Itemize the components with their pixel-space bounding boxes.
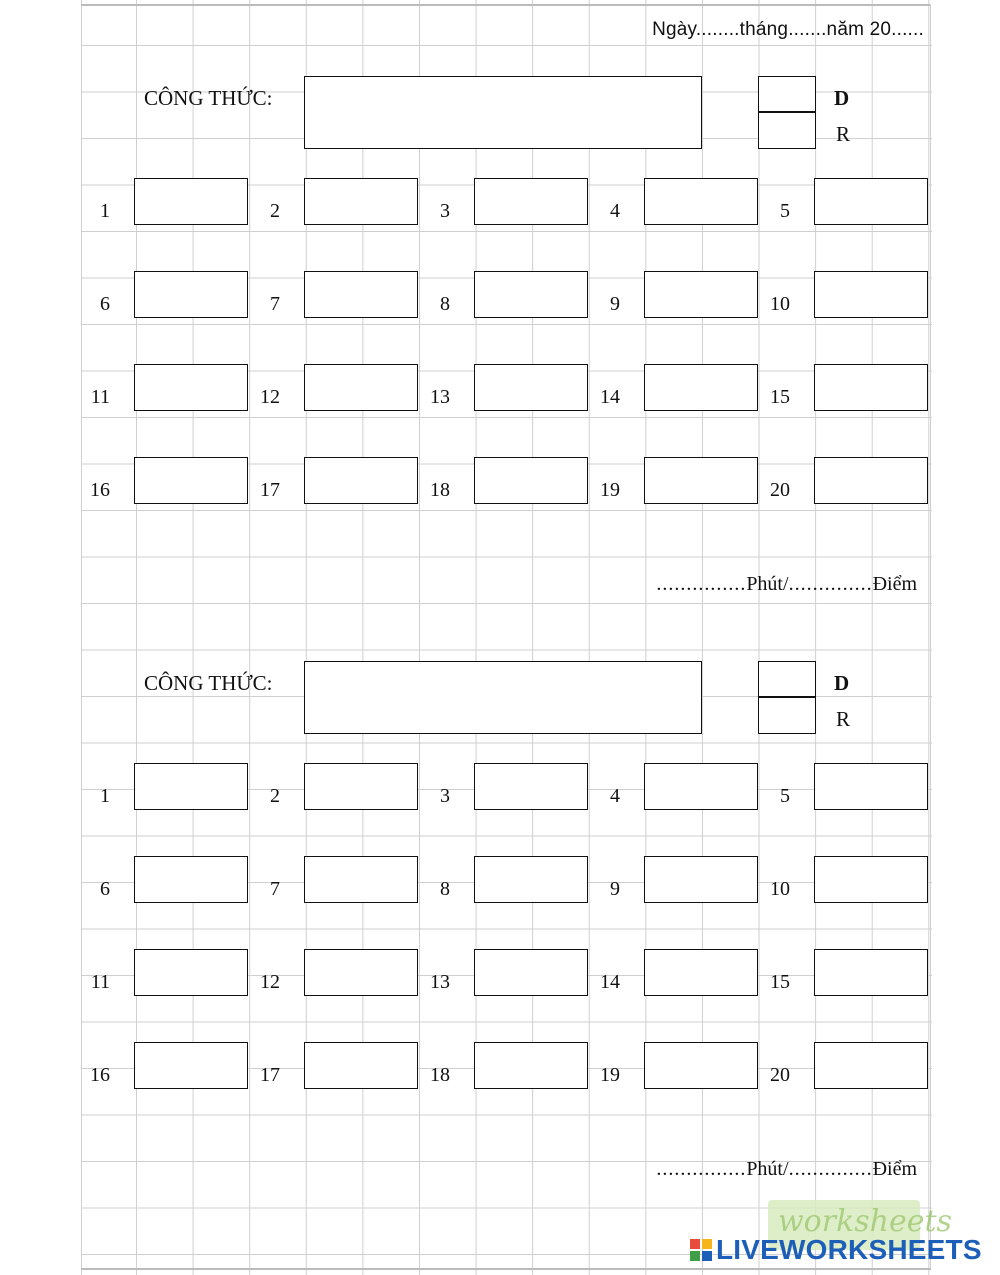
formula-input-box[interactable]	[304, 76, 702, 149]
answer-item	[588, 763, 758, 811]
sheet-bottom-border	[81, 1268, 931, 1270]
answer-item	[758, 949, 928, 997]
item-number: 7	[270, 293, 280, 315]
answer-input-box[interactable]	[474, 271, 588, 318]
answer-row	[0, 1042, 1000, 1090]
answer-row	[0, 364, 1000, 412]
answer-input-box[interactable]	[304, 949, 418, 996]
answer-item	[758, 364, 928, 412]
item-number: 6	[100, 878, 110, 900]
answer-input-box[interactable]	[134, 457, 248, 504]
answer-input-box[interactable]	[644, 271, 758, 318]
item-number: 11	[90, 971, 110, 993]
answer-input-box[interactable]	[644, 457, 758, 504]
answer-item	[588, 364, 758, 412]
item-number: 10	[770, 878, 790, 900]
answer-item	[248, 178, 418, 226]
worksheet-block	[0, 0, 1000, 595]
points-label: Điểm	[872, 1158, 917, 1180]
answer-item	[78, 856, 248, 904]
item-number: 13	[430, 971, 450, 993]
answer-item	[248, 364, 418, 412]
answer-item	[248, 271, 418, 319]
answer-input-box[interactable]	[644, 763, 758, 810]
answer-item	[588, 1042, 758, 1090]
worksheet-block	[0, 585, 1000, 1180]
answer-item	[248, 856, 418, 904]
minutes-label: Phút/	[746, 1158, 789, 1180]
item-number: 18	[430, 1064, 450, 1086]
answer-item	[78, 364, 248, 412]
answer-item	[418, 457, 588, 505]
points-blank: ..............	[788, 573, 873, 595]
item-number: 3	[440, 200, 450, 222]
item-number: 9	[610, 878, 620, 900]
answer-input-box[interactable]	[644, 178, 758, 225]
item-number: 12	[260, 971, 280, 993]
answer-input-box[interactable]	[474, 1042, 588, 1089]
answer-row	[0, 178, 1000, 226]
answer-input-box[interactable]	[304, 1042, 418, 1089]
answer-input-box[interactable]	[304, 178, 418, 225]
time-score-line	[656, 1158, 917, 1181]
item-number: 1	[100, 785, 110, 807]
answer-item	[588, 271, 758, 319]
item-number: 8	[440, 293, 450, 315]
answer-input-box[interactable]	[474, 856, 588, 903]
answer-input-box[interactable]	[304, 271, 418, 318]
answer-input-box[interactable]	[644, 1042, 758, 1089]
item-number: 4	[610, 785, 620, 807]
item-number: 1	[100, 200, 110, 222]
correct-label: D	[834, 86, 850, 110]
answer-input-box[interactable]	[134, 856, 248, 903]
answer-item	[418, 178, 588, 226]
liveworksheets-text: LIVEWORKSHEETS	[716, 1234, 982, 1265]
answer-item	[418, 364, 588, 412]
answer-input-box[interactable]	[814, 271, 928, 318]
answer-row	[0, 949, 1000, 997]
answer-item	[758, 178, 928, 226]
item-number: 5	[780, 785, 790, 807]
item-number: 18	[430, 479, 450, 501]
answer-item	[418, 949, 588, 997]
date-line: Ngày........tháng.......năm 20......	[652, 19, 924, 40]
answer-input-box[interactable]	[474, 763, 588, 810]
formula-label: CÔNG THỨC:	[144, 86, 273, 110]
answer-row	[0, 763, 1000, 811]
answer-item	[248, 457, 418, 505]
item-number: 10	[770, 293, 790, 315]
answer-input-box[interactable]	[474, 364, 588, 411]
formula-input-box[interactable]	[304, 661, 702, 734]
answer-input-box[interactable]	[304, 457, 418, 504]
liveworksheets-icon	[690, 1239, 712, 1261]
item-number: 14	[600, 386, 620, 408]
dr-divider	[759, 696, 815, 698]
answer-input-box[interactable]	[814, 1042, 928, 1089]
answer-input-box[interactable]	[304, 763, 418, 810]
answer-item	[418, 1042, 588, 1090]
answer-input-box[interactable]	[134, 949, 248, 996]
answer-input-box[interactable]	[474, 457, 588, 504]
item-number: 19	[600, 1064, 620, 1086]
item-number: 17	[260, 479, 280, 501]
item-number: 15	[770, 971, 790, 993]
item-number: 13	[430, 386, 450, 408]
answer-input-box[interactable]	[134, 1042, 248, 1089]
dr-score-box[interactable]	[758, 76, 816, 149]
answer-item	[588, 949, 758, 997]
answer-input-box[interactable]	[644, 949, 758, 996]
answer-input-box[interactable]	[814, 949, 928, 996]
answer-input-box[interactable]	[304, 364, 418, 411]
answer-item	[248, 1042, 418, 1090]
item-number: 12	[260, 386, 280, 408]
minutes-blank: ...............	[656, 1158, 747, 1180]
answer-row	[0, 271, 1000, 319]
answer-item	[758, 763, 928, 811]
item-number: 6	[100, 293, 110, 315]
answer-input-box[interactable]	[814, 364, 928, 411]
minutes-blank: ...............	[656, 573, 747, 595]
item-number: 19	[600, 479, 620, 501]
minutes-label: Phút/	[746, 573, 789, 595]
wrong-label: R	[836, 707, 851, 731]
wrong-label: R	[836, 122, 851, 146]
answer-item	[758, 457, 928, 505]
answer-input-box[interactable]	[474, 949, 588, 996]
item-number: 7	[270, 878, 280, 900]
item-number: 15	[770, 386, 790, 408]
answer-item	[758, 1042, 928, 1090]
item-number: 5	[780, 200, 790, 222]
answer-input-box[interactable]	[134, 178, 248, 225]
answer-input-box[interactable]	[134, 271, 248, 318]
answer-item	[248, 763, 418, 811]
answer-row	[0, 856, 1000, 904]
correct-label: D	[834, 671, 850, 695]
answer-item	[588, 178, 758, 226]
answer-item	[78, 763, 248, 811]
item-number: 20	[770, 479, 790, 501]
answer-input-box[interactable]	[134, 763, 248, 810]
item-number: 20	[770, 1064, 790, 1086]
answer-input-box[interactable]	[134, 364, 248, 411]
answer-input-box[interactable]	[814, 457, 928, 504]
answer-row	[0, 457, 1000, 505]
item-number: 2	[270, 200, 280, 222]
answer-item	[78, 1042, 248, 1090]
formula-label: CÔNG THỨC:	[144, 671, 273, 695]
item-number: 4	[610, 200, 620, 222]
answer-input-box[interactable]	[644, 364, 758, 411]
item-number: 9	[610, 293, 620, 315]
item-number: 8	[440, 878, 450, 900]
answer-item	[418, 856, 588, 904]
answer-item	[418, 763, 588, 811]
answer-item	[248, 949, 418, 997]
liveworksheets-logo-watermark: worksheets	[768, 1200, 920, 1250]
answer-item	[588, 856, 758, 904]
item-number: 17	[260, 1064, 280, 1086]
points-label: Điểm	[872, 573, 917, 595]
dr-divider	[759, 111, 815, 113]
points-blank: ..............	[788, 1158, 873, 1180]
dr-score-box[interactable]	[758, 661, 816, 734]
item-number: 16	[90, 479, 110, 501]
answer-input-box[interactable]	[304, 856, 418, 903]
item-number: 11	[90, 386, 110, 408]
answer-item	[418, 271, 588, 319]
answer-item	[588, 457, 758, 505]
answer-input-box[interactable]	[814, 856, 928, 903]
answer-input-box[interactable]	[814, 178, 928, 225]
answer-item	[758, 856, 928, 904]
item-number: 2	[270, 785, 280, 807]
answer-item	[78, 271, 248, 319]
answer-input-box[interactable]	[814, 763, 928, 810]
answer-item	[78, 178, 248, 226]
answer-item	[78, 949, 248, 997]
answer-item	[78, 457, 248, 505]
answer-input-box[interactable]	[474, 178, 588, 225]
answer-input-box[interactable]	[644, 856, 758, 903]
item-number: 14	[600, 971, 620, 993]
item-number: 3	[440, 785, 450, 807]
item-number: 16	[90, 1064, 110, 1086]
answer-item	[758, 271, 928, 319]
